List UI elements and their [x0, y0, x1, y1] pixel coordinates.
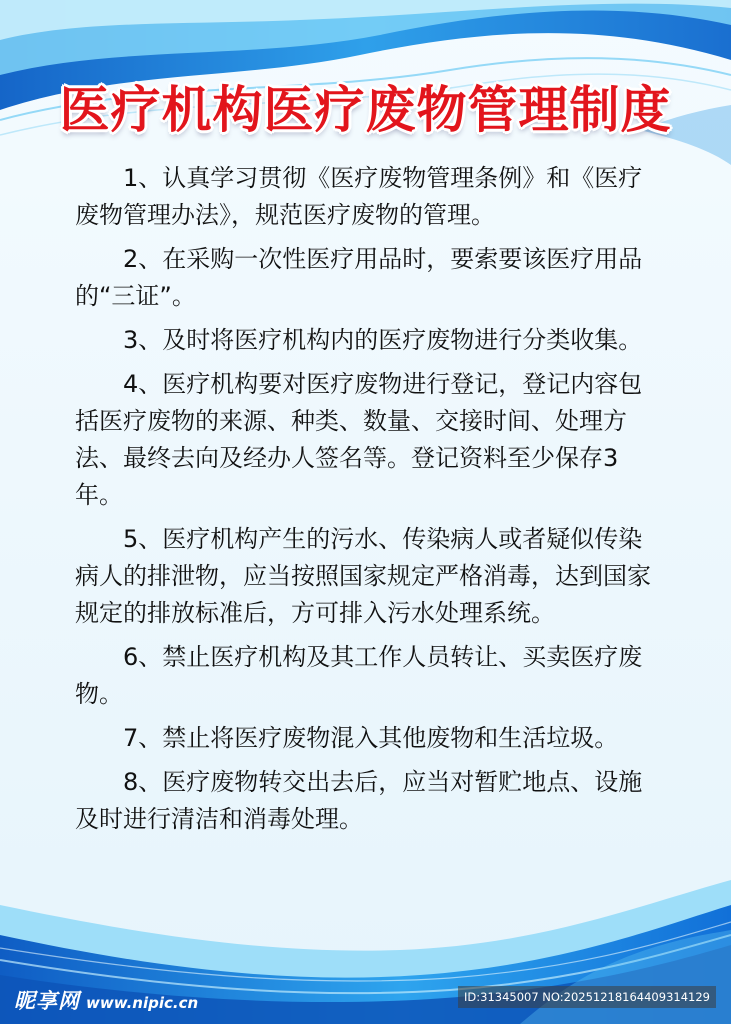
regulation-list [75, 160, 665, 845]
watermark-id: ID:31345007 NO:20251218164409314129 [458, 986, 716, 1008]
rule-5: 5、医疗机构产生的污水、传染病人或者疑似传染病人的排泄物，应当按照国家规定严格消毒，达到国家规定的排放标准后，方可排入污水处理系统。 [75, 525, 651, 627]
rule-3: 3、及时将医疗机构内的医疗废物进行分类收集。 [123, 326, 643, 354]
watermark-url: www.nipic.cn [86, 994, 199, 1012]
rule-8: 8、医疗废物转交出去后，应当对暂贮地点、设施及时进行清洁和消毒处理。 [75, 768, 643, 833]
poster-title: 医疗机构医疗废物管理制度 [59, 81, 672, 139]
watermark-brand: 昵享网 [14, 989, 80, 1013]
rule-4: 4、医疗机构要对医疗废物进行登记，登记内容包括医疗废物的来源、种类、数量、交接时间、处理方法、最终去向及经办人签名等。登记资料至少保存3年。 [75, 370, 643, 509]
rule-2: 2、在采购一次性医疗用品时，要索要该医疗用品的“三证”。 [75, 245, 643, 310]
rule-7: 7、禁止将医疗废物混入其他废物和生活垃圾。 [123, 724, 619, 752]
rule-1: 1、认真学习贯彻《医疗废物管理条例》和《医疗废物管理办法》，规范医疗废物的管理。 [75, 164, 643, 229]
rule-6: 6、禁止医疗机构及其工作人员转让、买卖医疗废物。 [75, 643, 643, 708]
watermark-logo [14, 985, 198, 1015]
